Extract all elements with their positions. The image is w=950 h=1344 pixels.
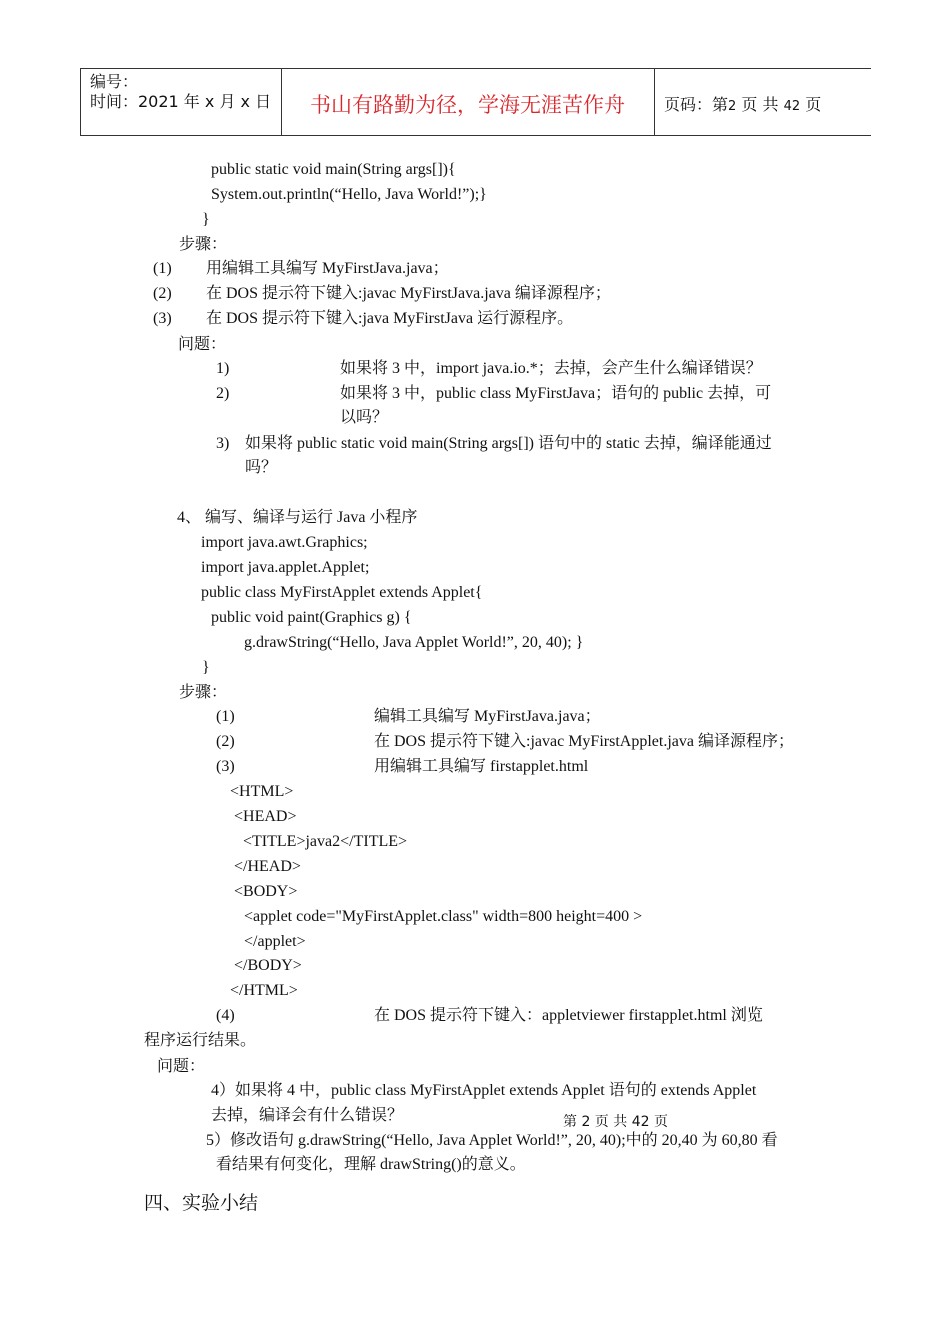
code-line: public static void main(String args[]){ — [211, 161, 456, 178]
step-text-cont: 程序运行结果。 — [144, 1032, 257, 1049]
step-text: 在 DOS 提示符下键入：appletviewer firstapplet.html 浏览 — [374, 1007, 763, 1024]
step-number: (1) — [216, 708, 235, 725]
step-text: 在 DOS 提示符下键入:javac MyFirstJava.java 编译源程序； — [206, 285, 611, 302]
html-code-line: <HEAD> — [234, 808, 297, 825]
html-code-line: <TITLE>java2</TITLE> — [243, 833, 408, 850]
section-heading: 4、 编写、编译与运行 Java 小程序 — [177, 509, 418, 526]
time-label: 时间：2021 年 x 月 x 日 — [90, 92, 272, 111]
html-code-line: </HEAD> — [234, 858, 301, 875]
questions-label: 问题： — [157, 1056, 206, 1075]
step-number: (3) — [153, 310, 172, 327]
question-text-cont: 看结果有何变化，理解 drawString()的意义。 — [216, 1156, 526, 1173]
code-line: public class MyFirstApplet extends Applet{ — [201, 584, 483, 601]
step-text: 编辑工具编写 MyFirstJava.java； — [374, 708, 601, 725]
html-code-line: </applet> — [244, 933, 306, 950]
number-label: 编号： — [90, 72, 139, 91]
step-number: (3) — [216, 758, 235, 775]
header-motto: 书山有路勤为径，学海无涯苦作舟 — [310, 93, 625, 117]
question-text: 4）如果将 4 中，public class MyFirstApplet extends Applet 语句的 extends Applet — [211, 1082, 757, 1099]
question-number: 1) — [216, 360, 230, 377]
html-code-line: </HTML> — [230, 982, 298, 999]
step-text: 在 DOS 提示符下键入:javac MyFirstApplet.java 编译源程序； — [374, 733, 794, 750]
question-number: 3) — [216, 435, 230, 452]
question-text: 如果将 3 中，import java.io.*；去掉，会产生什么编译错误？ — [340, 360, 762, 377]
steps-label: 步骤： — [179, 682, 228, 701]
code-line: } — [202, 659, 210, 676]
html-code-line: </BODY> — [234, 957, 302, 974]
steps-label: 步骤： — [179, 234, 228, 253]
step-text: 用编辑工具编写 firstapplet.html — [374, 758, 589, 775]
question-text-cont: 吗？ — [245, 459, 278, 476]
html-code-line: <HTML> — [230, 783, 294, 800]
code-line: import java.applet.Applet; — [201, 559, 370, 576]
step-number: (2) — [153, 285, 172, 302]
question-text: 如果将 public static void main(String args[]) 语句中的 static 去掉，编译能通过 — [245, 435, 772, 452]
section-title: 四、实验小结 — [144, 1192, 259, 1214]
questions-label: 问题： — [178, 334, 227, 353]
question-text-cont: 去掉，编译会有什么错误？ — [211, 1107, 404, 1124]
code-line: } — [202, 211, 210, 228]
html-code-line: <applet code="MyFirstApplet.class" width=800 height=400 > — [244, 908, 643, 925]
html-code-line: <BODY> — [234, 883, 298, 900]
header-page-info: 页码：第2 页 共 42 页 — [664, 95, 822, 114]
code-line: import java.awt.Graphics; — [201, 534, 368, 551]
step-number: (2) — [216, 733, 235, 750]
footer-page-number: 第 2 页 共 42 页 — [563, 1114, 668, 1130]
step-text: 用编辑工具编写 MyFirstJava.java； — [206, 260, 449, 277]
code-line: System.out.println(“Hello, Java World!”);} — [211, 186, 487, 203]
question-text: 如果将 3 中，public class MyFirstJava；语句的 public 去掉，可 — [340, 385, 772, 402]
question-text-cont: 以吗？ — [340, 409, 389, 426]
step-number: (4) — [216, 1007, 235, 1024]
question-text: 5）修改语句 g.drawString(“Hello, Java Applet World!”, 20, 40);中的 20,40 为 60,80 看 — [206, 1132, 778, 1149]
code-line: g.drawString(“Hello, Java Applet World!”, 20, 40); } — [244, 634, 584, 651]
step-text: 在 DOS 提示符下键入:java MyFirstJava 运行源程序。 — [206, 310, 574, 327]
question-number: 2) — [216, 385, 230, 402]
code-line: public void paint(Graphics g) { — [211, 609, 412, 626]
step-number: (1) — [153, 260, 172, 277]
